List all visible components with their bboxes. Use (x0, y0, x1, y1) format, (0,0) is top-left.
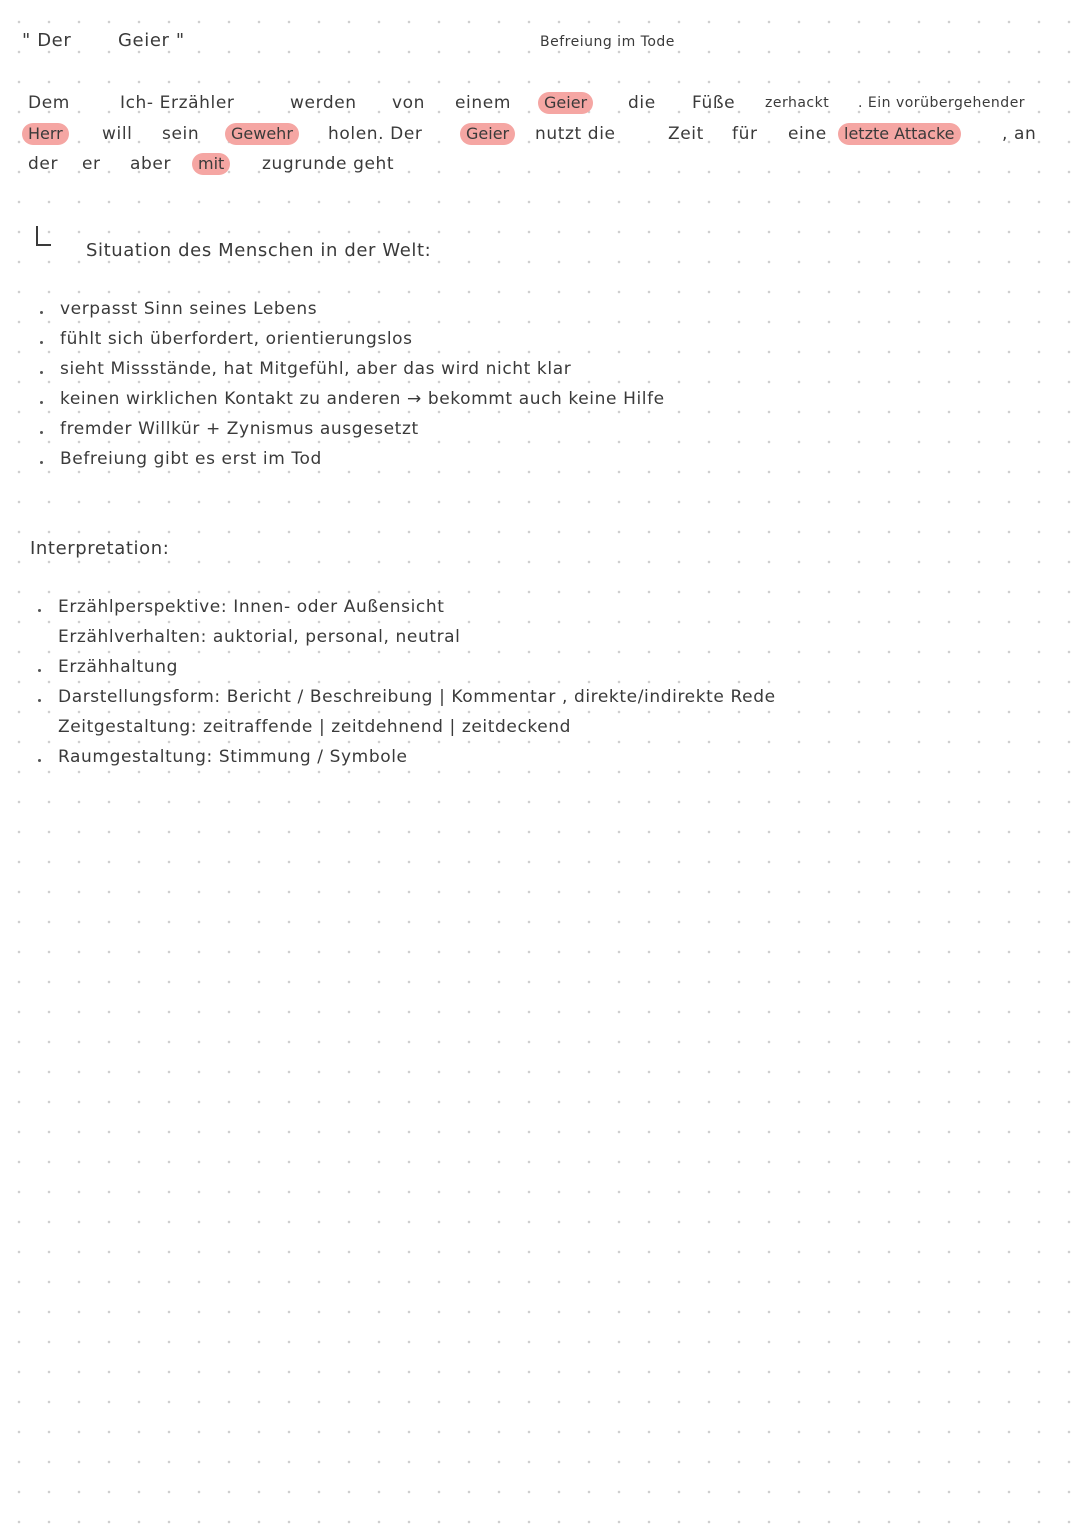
list-item: Erzähhaltung (58, 657, 178, 677)
bullet-dot-icon (38, 699, 41, 702)
summary-word: sein (162, 124, 200, 144)
summary-word: von (392, 93, 426, 113)
bullet-dot-icon (40, 401, 43, 404)
summary-word: werden (290, 93, 357, 113)
title-left: " Der (22, 30, 72, 51)
highlighted-term: mit (192, 153, 230, 175)
summary-word: für (732, 124, 758, 144)
bullet-dot-icon (40, 431, 43, 434)
highlighted-term: Gewehr (225, 123, 299, 145)
summary-word: , an (1002, 124, 1037, 144)
list-item: Raumgestaltung: Stimmung / Symbole (58, 747, 408, 767)
summary-word: der (28, 154, 59, 174)
bullet-dot-icon (40, 371, 43, 374)
bullet-dot-icon (38, 759, 41, 762)
summary-word: eine (788, 124, 827, 144)
summary-word: aber (130, 154, 172, 174)
title-right: Geier " (118, 30, 185, 51)
list-item: Darstellungsform: Bericht / Beschreibung | Kommentar , direkte/indirekte Rede (58, 687, 776, 707)
highlighted-term: Geier (460, 123, 515, 145)
summary-word: Dem (28, 93, 70, 113)
summary-word: Füße (692, 93, 736, 113)
bullet-dot-icon (38, 609, 41, 612)
summary-word: die (628, 93, 656, 113)
list-item: Erzählverhalten: auktorial, personal, neutral (58, 627, 461, 647)
interpretation-heading: Interpretation: (30, 538, 170, 559)
situation-heading: Situation des Menschen in der Welt: (86, 240, 432, 261)
summary-word: er (82, 154, 101, 174)
bullet-dot-icon (38, 669, 41, 672)
summary-word: zerhackt (765, 95, 830, 111)
summary-word: holen. Der (328, 124, 423, 144)
highlighted-term: Herr (22, 123, 69, 145)
summary-word: einem (455, 93, 511, 113)
summary-word: nutzt die (535, 124, 616, 144)
summary-word: . Ein vorübergehender (858, 95, 1026, 111)
list-item: Erzählperspektive: Innen- oder Außensicht (58, 597, 445, 617)
list-item: Zeitgestaltung: zeitraffende | zeitdehnend | zeitdeckend (58, 717, 572, 737)
list-item: verpasst Sinn seines Lebens (60, 299, 318, 319)
summary-word: will (102, 124, 133, 144)
summary-word: Zeit (668, 124, 704, 144)
bullet-dot-icon (40, 341, 43, 344)
summary-word: zugrunde geht (262, 154, 395, 174)
list-item: fremder Willkür + Zynismus ausgesetzt (60, 419, 419, 439)
header-note: Befreiung im Tode (540, 34, 675, 50)
list-item: sieht Missstände, hat Mitgefühl, aber das wird nicht klar (60, 359, 572, 379)
list-item: fühlt sich überfordert, orientierungslos (60, 329, 413, 349)
summary-word: Ich- Erzähler (120, 93, 235, 113)
highlighted-term: Geier (538, 92, 593, 114)
list-item: Befreiung gibt es erst im Tod (60, 449, 322, 469)
list-item: keinen wirklichen Kontakt zu anderen → bekommt auch keine Hilfe (60, 389, 665, 409)
highlighted-term: letzte Attacke (838, 123, 961, 145)
bullet-dot-icon (40, 461, 43, 464)
bullet-dot-icon (40, 311, 43, 314)
arrow-icon (36, 226, 51, 246)
